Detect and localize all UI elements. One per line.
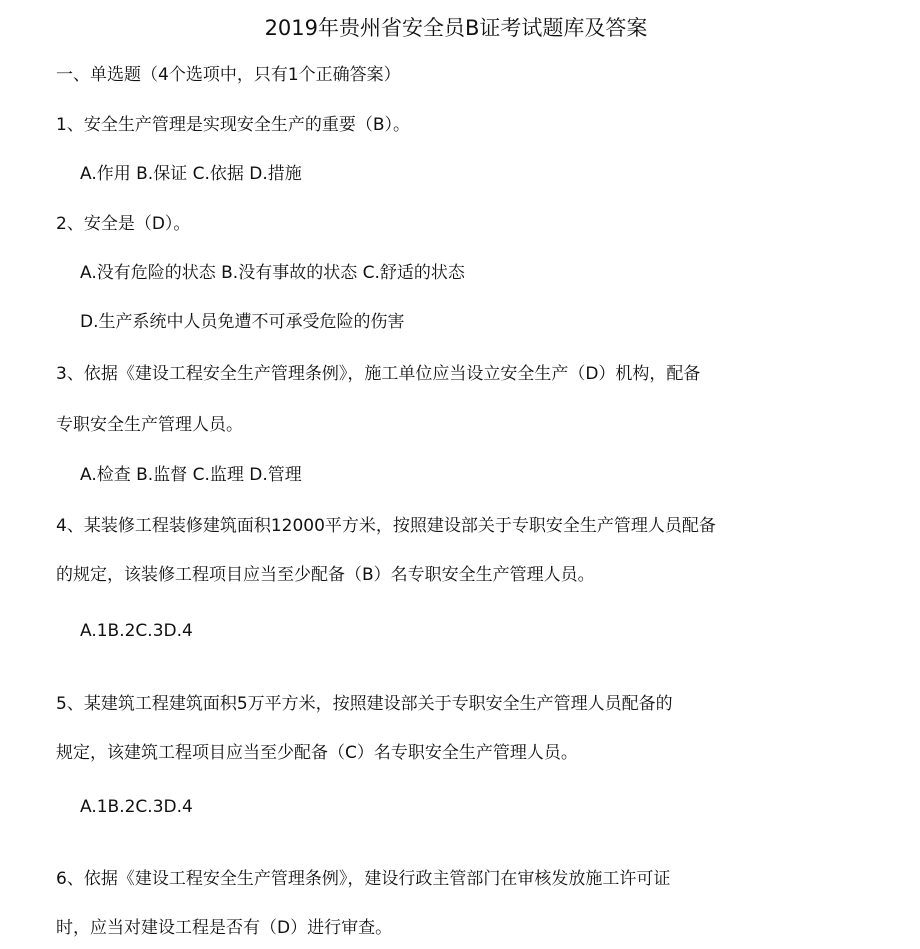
question-4-stem-line-2: 的规定，该装修工程项目应当至少配备（B）名专职安全生产管理人员。 (56, 565, 595, 585)
question-1-stem: 1、安全生产管理是实现安全生产的重要（B）。 (56, 115, 410, 135)
section-heading: 一、单选题（4个选项中，只有1个正确答案） (56, 65, 401, 85)
question-6-stem-line-2: 时，应当对建设工程是否有（D）进行审查。 (56, 918, 393, 938)
question-3-options: A.检查 B.监督 C.监理 D.管理 (80, 465, 302, 485)
question-6-stem-line-1: 6、依据《建设工程安全生产管理条例》，建设行政主管部门在审核发放施工许可证 (56, 869, 671, 889)
question-5-stem-line-2: 规定，该建筑工程项目应当至少配备（C）名专职安全生产管理人员。 (56, 743, 578, 763)
question-5-stem-line-1: 5、某建筑工程建筑面积5万平方米，按照建设部关于专职安全生产管理人员配备的 (56, 694, 673, 714)
question-2-options-line-2: D.生产系统中人员免遭不可承受危险的伤害 (80, 312, 405, 332)
document-title: 2019年贵州省安全员B证考试题库及答案 (264, 16, 648, 40)
question-2-options-line-1: A.没有危险的状态 B.没有事故的状态 C.舒适的状态 (80, 263, 465, 283)
question-3-stem-line-2: 专职安全生产管理人员。 (56, 415, 243, 435)
question-4-options: A.1B.2C.3D.4 (80, 621, 193, 641)
question-2-stem: 2、安全是（D）。 (56, 214, 191, 234)
question-3-stem-line-1: 3、依据《建设工程安全生产管理条例》，施工单位应当设立安全生产（D）机构，配备 (56, 364, 701, 384)
question-5-options: A.1B.2C.3D.4 (80, 797, 193, 817)
question-1-options: A.作用 B.保证 C.依据 D.措施 (80, 164, 302, 184)
question-4-stem-line-1: 4、某装修工程装修建筑面积12000平方米，按照建设部关于专职安全生产管理人员配备 (56, 516, 716, 536)
